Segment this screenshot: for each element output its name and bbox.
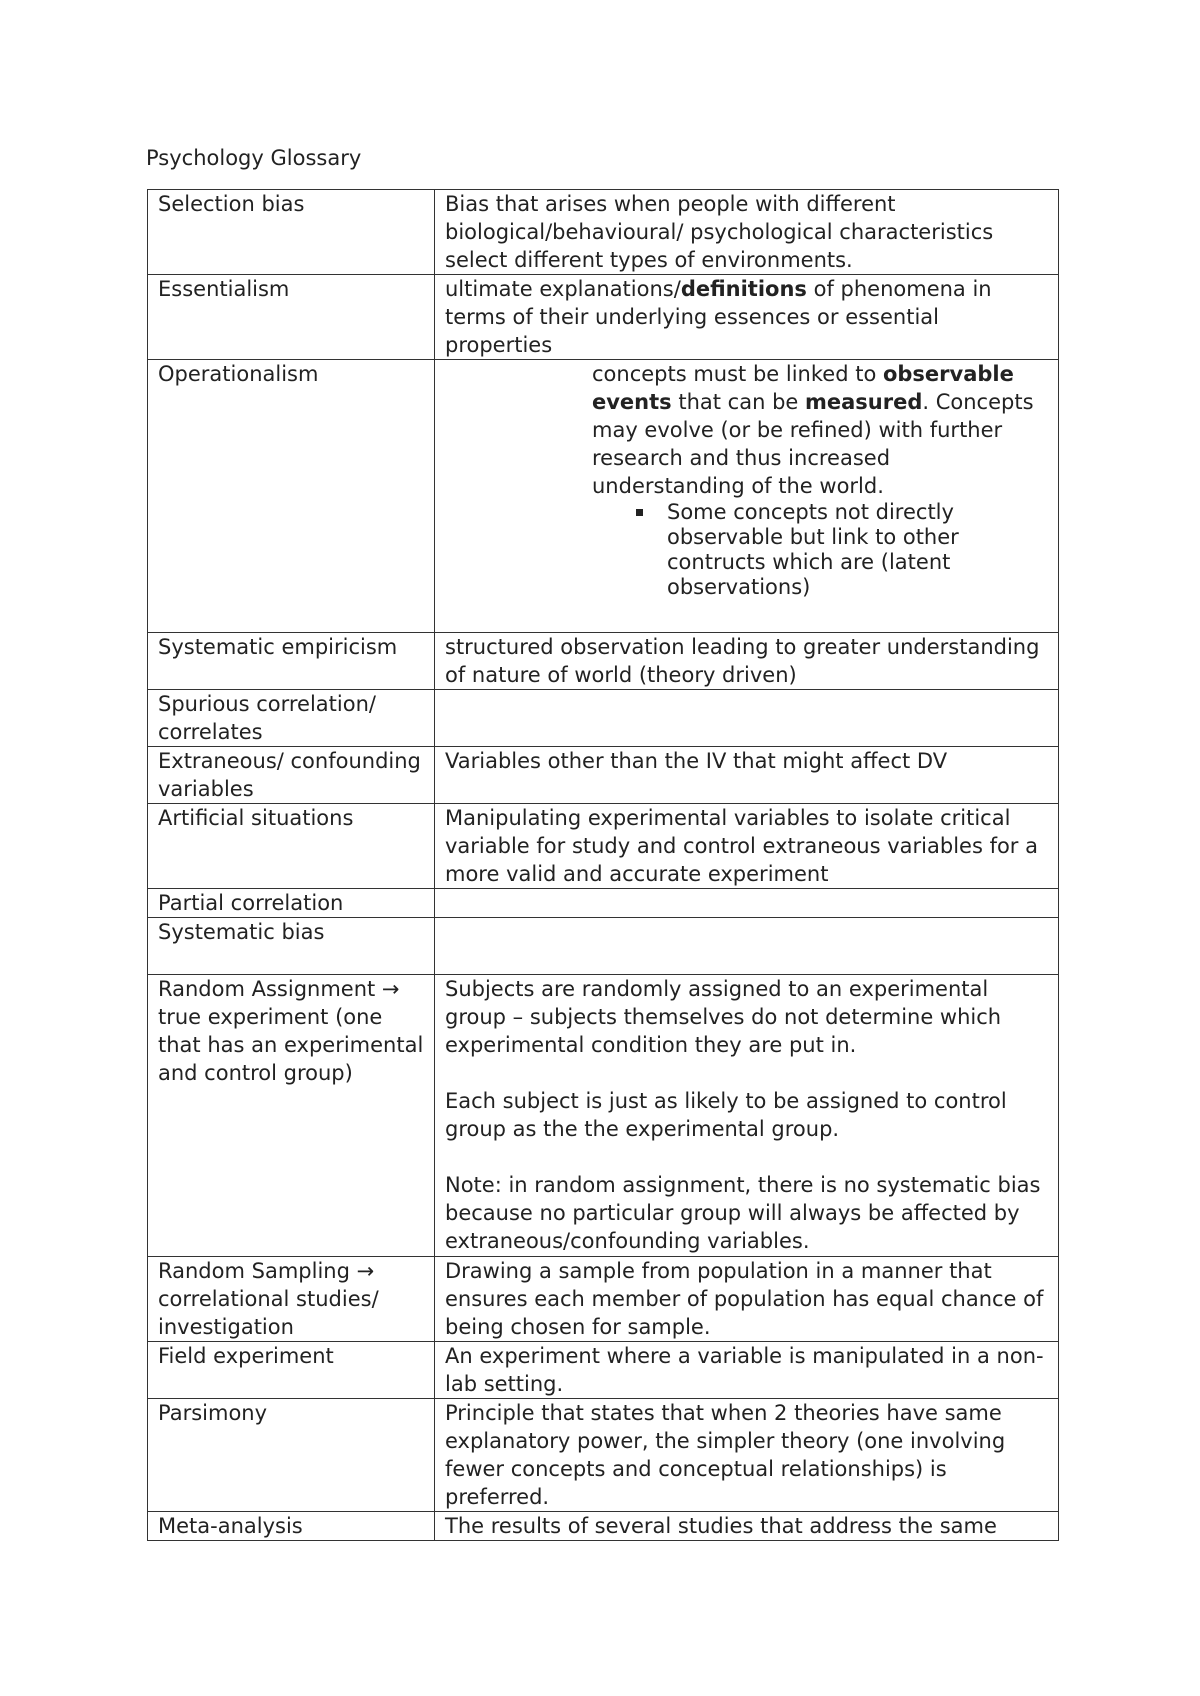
term-cell: Partial correlation: [148, 889, 435, 918]
definition-cell: Variables other than the IV that might affect DV: [435, 747, 1059, 804]
definition-cell: ultimate explanations/definitions of phenomena in terms of their underlying essences or essential properties: [435, 275, 1059, 360]
table-row: [148, 1399, 1059, 1512]
table-row: [148, 190, 1059, 275]
term-cell: Systematic empiricism: [148, 633, 435, 690]
definition-cell: Principle that states that when 2 theories have same explanatory power, the simpler theory (one involving fewer concepts and conceptual relationships) is preferred.: [435, 1399, 1059, 1512]
term-cell: Parsimony: [148, 1399, 435, 1512]
term-cell: Random Sampling → correlational studies/ investigation: [148, 1257, 435, 1342]
term-cell: Spurious correlation/ correlates: [148, 690, 435, 747]
table-row: [148, 747, 1059, 804]
definition-cell: [435, 975, 1059, 1257]
table-row: [148, 1257, 1059, 1342]
definition-cell: [435, 918, 1059, 975]
term-cell: Artificial situations: [148, 804, 435, 889]
paragraph: Subjects are randomly assigned to an experimental group – subjects themselves do not determine which experimental condition they are put in.: [445, 977, 1002, 1057]
definition-cell: structured observation leading to greater understanding of nature of world (theory driven): [435, 633, 1059, 690]
table-row: [148, 975, 1059, 1257]
term-cell: Operationalism: [148, 360, 435, 633]
list-item: Some concepts not directly observable but link to other contructs which are (latent observations): [667, 500, 1048, 600]
table-row: [148, 918, 1059, 975]
definition-cell: [435, 889, 1059, 918]
definition-cell: The results of several studies that address the same: [435, 1512, 1059, 1541]
table-row: [148, 889, 1059, 918]
term-cell: Essentialism: [148, 275, 435, 360]
term-cell: Field experiment: [148, 1342, 435, 1399]
term-cell: Selection bias: [148, 190, 435, 275]
definition-cell: Bias that arises when people with different biological/behavioural/ psychological characteristics select different types of environments.: [435, 190, 1059, 275]
bullet-list: [445, 500, 1048, 600]
table-row: [148, 275, 1059, 360]
paragraph: Each subject is just as likely to be assigned to control group as the the experimental group.: [445, 1089, 1007, 1141]
table-row: [148, 804, 1059, 889]
term-cell: Extraneous/ confounding variables: [148, 747, 435, 804]
definition-cell: [435, 690, 1059, 747]
definition-cell: [435, 360, 1059, 633]
paragraph: Note: in random assignment, there is no systematic bias because no particular group will always be affected by extraneous/confounding variables.: [445, 1173, 1041, 1253]
table-row: [148, 360, 1059, 633]
table-row: [148, 1512, 1059, 1541]
glossary-table: [147, 189, 1059, 1541]
table-row: [148, 633, 1059, 690]
definition-cell: Manipulating experimental variables to isolate critical variable for study and control extraneous variables for a more valid and accurate experiment: [435, 804, 1059, 889]
term-cell: Systematic bias: [148, 918, 435, 975]
operationalism-definition: concepts must be linked to observable events that can be measured. Concepts may evolve (or be refined) with further research and thus increased understanding of the world.: [592, 362, 1034, 498]
table-row: [148, 690, 1059, 747]
document-title: Psychology Glossary: [146, 146, 362, 170]
definition-cell: Drawing a sample from population in a manner that ensures each member of population has equal chance of being chosen for sample.: [435, 1257, 1059, 1342]
table-row: [148, 1342, 1059, 1399]
definition-cell: An experiment where a variable is manipulated in a non-lab setting.: [435, 1342, 1059, 1399]
term-cell: Random Assignment → true experiment (one that has an experimental and control group): [148, 975, 435, 1257]
term-cell: Meta-analysis: [148, 1512, 435, 1541]
